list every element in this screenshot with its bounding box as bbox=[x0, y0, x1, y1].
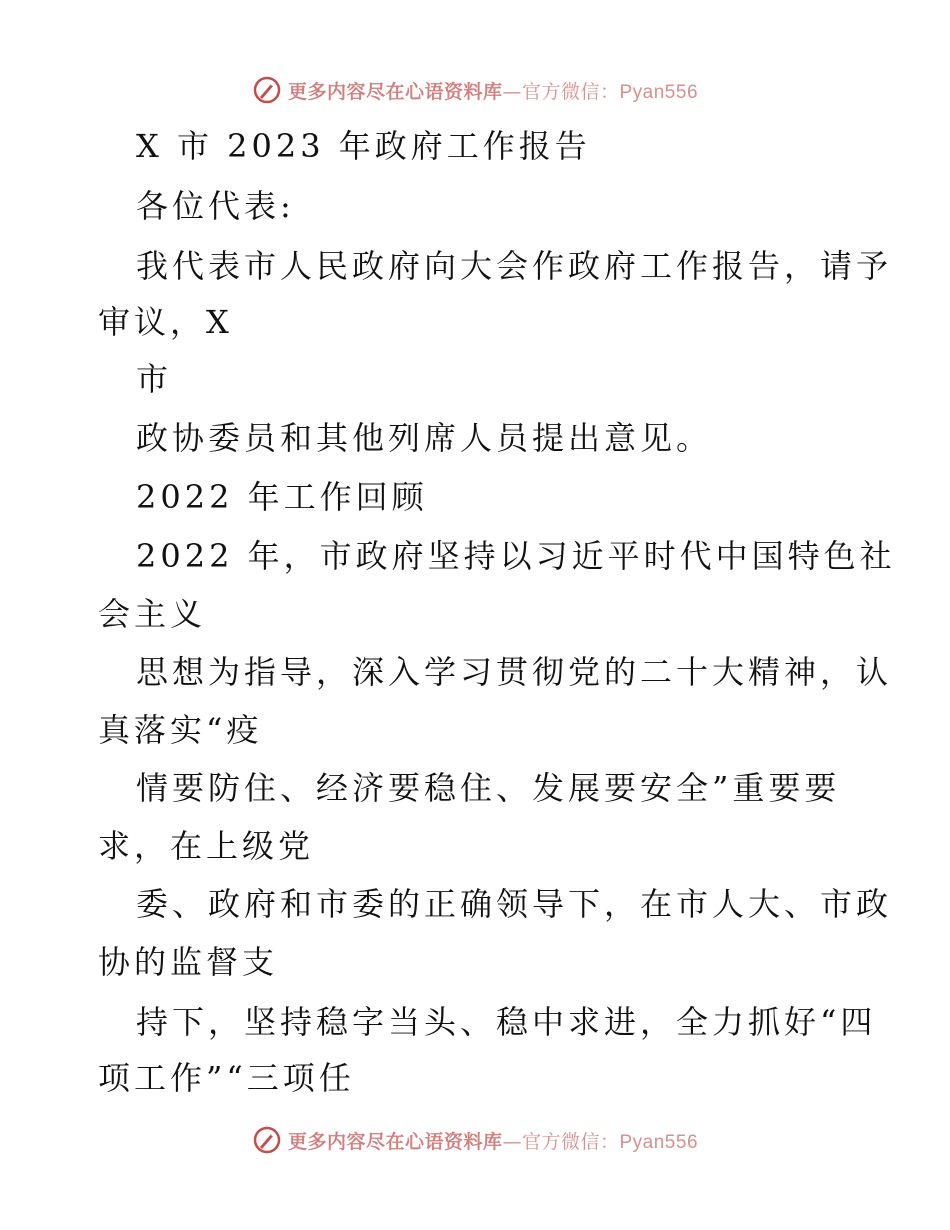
text-line: 项工作”“三项任 bbox=[98, 1059, 355, 1097]
watermark-brand: 更多内容尽在心语资料库 bbox=[287, 80, 503, 103]
watermark-suffix: 官方微信： bbox=[521, 1130, 620, 1153]
watermark-text bbox=[288, 77, 698, 104]
watermark-separator: — bbox=[502, 80, 522, 103]
text-line: 真落实“疫 bbox=[98, 711, 263, 749]
quill-logo-icon bbox=[252, 1125, 282, 1155]
document-title: X 市 2023 年政府工作报告 bbox=[136, 127, 591, 165]
watermark-id: Pyan556 bbox=[619, 1131, 699, 1153]
footer-watermark bbox=[0, 1120, 950, 1160]
text-line: 协的监督支 bbox=[98, 943, 279, 981]
text-line: 思想为指导，深入学习贯彻党的二十大精神，认 bbox=[136, 653, 893, 691]
text-line: 持下，坚持稳字当头、稳中求进，全力抓好“四 bbox=[136, 1003, 877, 1041]
watermark-text bbox=[288, 1127, 698, 1154]
text-line: 审议，X bbox=[98, 303, 233, 341]
text-line: 市 bbox=[136, 360, 173, 398]
text-line: 会主义 bbox=[98, 595, 207, 633]
section-heading: 2022 年工作回顾 bbox=[136, 478, 428, 516]
watermark-suffix: 官方微信： bbox=[521, 80, 620, 103]
text-line: 2022 年，市政府坚持以习近平时代中国特色社 bbox=[136, 537, 896, 575]
text-line: 求，在上级党 bbox=[98, 827, 315, 865]
watermark-id: Pyan556 bbox=[619, 81, 699, 103]
text-line: 情要防住、经济要稳住、发展要安全”重要要 bbox=[136, 769, 841, 807]
text-line: 各位代表: bbox=[136, 187, 295, 225]
header-watermark bbox=[0, 70, 950, 110]
watermark-separator: — bbox=[502, 1130, 522, 1153]
text-line: 我代表市人民政府向大会作政府工作报告，请予 bbox=[136, 247, 893, 285]
watermark-brand: 更多内容尽在心语资料库 bbox=[287, 1130, 503, 1153]
text-line: 政协委员和其他列席人员提出意见。 bbox=[136, 419, 713, 457]
text-line: 委、政府和市委的正确领导下，在市人大、市政 bbox=[136, 885, 893, 923]
quill-logo-icon bbox=[252, 75, 282, 105]
